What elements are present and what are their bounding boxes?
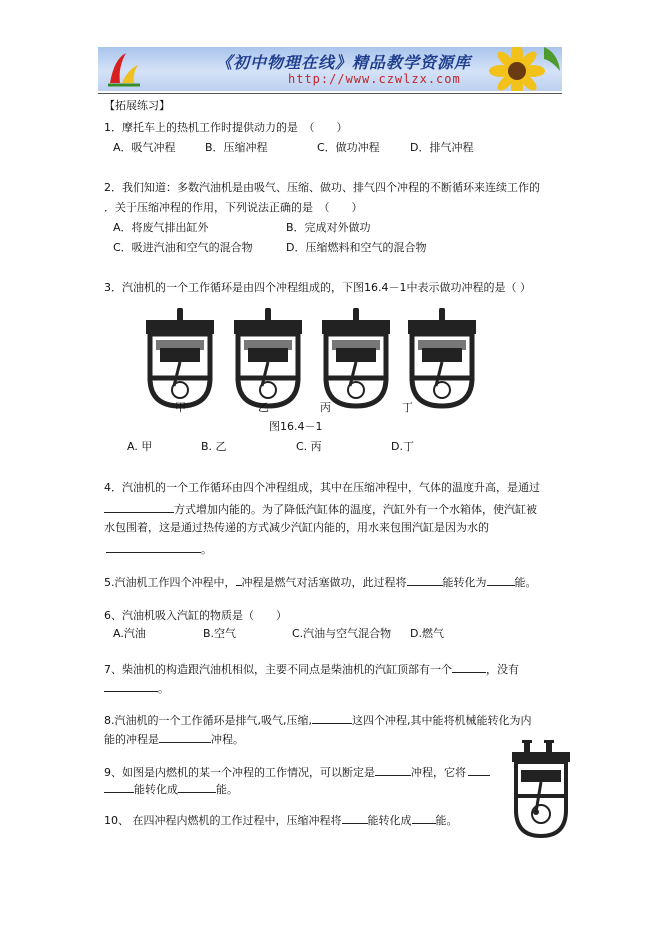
q2-option-a[interactable]: A．将废气排出缸外 bbox=[113, 221, 209, 234]
q4-blank-1[interactable] bbox=[104, 501, 174, 513]
q8-line1-b: 这四个冲程,其中能将机械能转化为内 bbox=[351, 714, 532, 727]
q9-line1 bbox=[104, 764, 490, 780]
q10-part1: 10、 在四冲程内燃机的工作过程中，压缩冲程将 bbox=[104, 814, 342, 827]
figure-label-ding: 丁 bbox=[402, 401, 413, 414]
q4-line2 bbox=[104, 501, 537, 517]
logo-icon bbox=[104, 49, 144, 89]
q1-option-d[interactable]: D．排气冲程 bbox=[410, 141, 474, 154]
q1-option-b[interactable]: B．压缩冲程 bbox=[205, 141, 268, 154]
q9-engine-figure bbox=[510, 740, 572, 838]
q2-option-c[interactable]: C．吸进汽油和空气的混合物 bbox=[113, 241, 253, 254]
q5-part1: 5.汽油机工作四个冲程中， bbox=[104, 576, 236, 589]
q3-option-a[interactable]: A. 甲 bbox=[127, 440, 153, 453]
q2-option-b[interactable]: B．完成对外做功 bbox=[286, 221, 371, 234]
q8-line1 bbox=[104, 712, 531, 728]
q3-option-b[interactable]: B. 乙 bbox=[201, 440, 227, 453]
q10-part3: 能。 bbox=[435, 814, 458, 827]
q5-part4: 能。 bbox=[514, 576, 537, 589]
q7-line1-end: ，没有 bbox=[486, 663, 519, 676]
q3-option-c[interactable]: C. 丙 bbox=[296, 440, 322, 453]
engine-diagram-bing bbox=[322, 308, 390, 406]
q4-line4-end: 。 bbox=[201, 543, 212, 556]
q8-line2-b: 冲程。 bbox=[211, 733, 244, 746]
engine-diagram-ding bbox=[408, 308, 476, 406]
q5-blank-2[interactable] bbox=[407, 574, 443, 586]
q4-line3: 水包围着，这是通过热传递的方式减少汽缸内能的，用水来包围汽缸是因为水的 bbox=[104, 521, 489, 534]
q6-option-a[interactable]: A.汽油 bbox=[113, 627, 146, 640]
header-rule bbox=[98, 93, 562, 94]
q5-blank-3[interactable] bbox=[487, 574, 515, 586]
q9-line1-b: 冲程，它将 bbox=[411, 766, 466, 779]
banner-url[interactable]: http://www.czwlzx.com bbox=[288, 72, 461, 86]
q7-line2-end: 。 bbox=[158, 682, 169, 695]
engine-strokes-figure bbox=[146, 308, 476, 413]
q9-line2-b: 能。 bbox=[216, 783, 238, 796]
q10-part2: 能转化成 bbox=[367, 814, 412, 827]
q8-line1-a: 8.汽油机的一个工作循环是排气,吸气,压缩, bbox=[104, 714, 312, 727]
figure-label-yi: 乙 bbox=[258, 401, 269, 414]
q4-line4 bbox=[104, 541, 212, 557]
q1-option-a[interactable]: A．吸气冲程 bbox=[113, 141, 176, 154]
q8-line2-a: 能的冲程是 bbox=[104, 733, 159, 746]
q6-option-d[interactable]: D.燃气 bbox=[410, 627, 444, 640]
q4-blank-2[interactable] bbox=[106, 541, 201, 553]
q5-line bbox=[104, 574, 537, 590]
q8-line2 bbox=[104, 731, 244, 747]
figure-label-bing: 丙 bbox=[320, 401, 331, 414]
q8-blank-1[interactable] bbox=[312, 712, 352, 724]
banner-title: 《初中物理在线》精品教学资源库 bbox=[216, 53, 472, 72]
q10-blank-2[interactable] bbox=[412, 812, 436, 824]
q7-line1-text: 7、柴油机的构造跟汽油机相似，主要不同点是柴油机的汽缸顶部有一个 bbox=[104, 663, 452, 676]
q9-line2-a: 能转化成 bbox=[134, 783, 178, 796]
q5-part2: 冲程是燃气对活塞做功，此过程将 bbox=[241, 576, 407, 589]
engine-diagram-jia bbox=[146, 308, 214, 406]
q2-stem-line2: ．关于压缩冲程的作用，下列说法正确的是 （ ） bbox=[104, 201, 363, 214]
q7-blank-1[interactable] bbox=[452, 661, 486, 673]
q4-line1: 4．汽油机的一个工作循环由四个冲程组成，其中在压缩冲程中，气体的温度升高，是通过 bbox=[104, 481, 540, 494]
q9-blank-1[interactable] bbox=[375, 764, 411, 776]
q7-line2 bbox=[104, 680, 169, 696]
q6-option-c[interactable]: C.汽油与空气混合物 bbox=[292, 627, 392, 640]
q8-blank-2[interactable] bbox=[159, 731, 211, 743]
q9-line2 bbox=[104, 781, 238, 797]
q5-part3: 能转化为 bbox=[442, 576, 487, 589]
q9-blank-4[interactable] bbox=[178, 781, 216, 793]
q2-option-d[interactable]: D．压缩燃料和空气的混合物 bbox=[286, 241, 427, 254]
section-heading: 【拓展练习】 bbox=[104, 99, 170, 112]
q3-stem: 3．汽油机的一个工作循环是由四个冲程组成的，下图16.4－1中表示做功冲程的是（ ） bbox=[104, 281, 531, 294]
q9-blank-3[interactable] bbox=[104, 781, 134, 793]
q1-stem: 1．摩托车上的热机工作时提供动力的是 （ ） bbox=[104, 121, 348, 134]
q7-blank-2[interactable] bbox=[104, 680, 158, 692]
q7-line1 bbox=[104, 661, 519, 677]
q3-option-d[interactable]: D.丁 bbox=[391, 440, 414, 453]
header-banner bbox=[98, 47, 562, 91]
figure-label-jia: 甲 bbox=[175, 401, 186, 414]
q4-line2-text: 方式增加内能的。为了降低汽缸体的温度，汽缸外有一个水箱体，使汽缸被 bbox=[174, 503, 537, 516]
q1-option-c[interactable]: C．做功冲程 bbox=[317, 141, 380, 154]
engine-diagram-yi bbox=[234, 308, 302, 406]
q10-line bbox=[104, 812, 458, 828]
q6-option-b[interactable]: B.空气 bbox=[203, 627, 237, 640]
q9-line1-a: 9、如图是内燃机的某一个冲程的工作情况，可以断定是 bbox=[104, 766, 375, 779]
q9-blank-2[interactable] bbox=[468, 764, 490, 776]
q10-blank-1[interactable] bbox=[342, 812, 368, 824]
q6-stem: 6、汽油机吸入汽缸的物质是（ ） bbox=[104, 609, 287, 622]
q2-stem-line1: 2．我们知道：多数汽油机是由吸气、压缩、做功、排气四个冲程的不断循环来连续工作的 bbox=[104, 181, 540, 194]
sunflower-icon bbox=[472, 47, 562, 91]
figure-caption: 图16.4－1 bbox=[269, 420, 323, 433]
